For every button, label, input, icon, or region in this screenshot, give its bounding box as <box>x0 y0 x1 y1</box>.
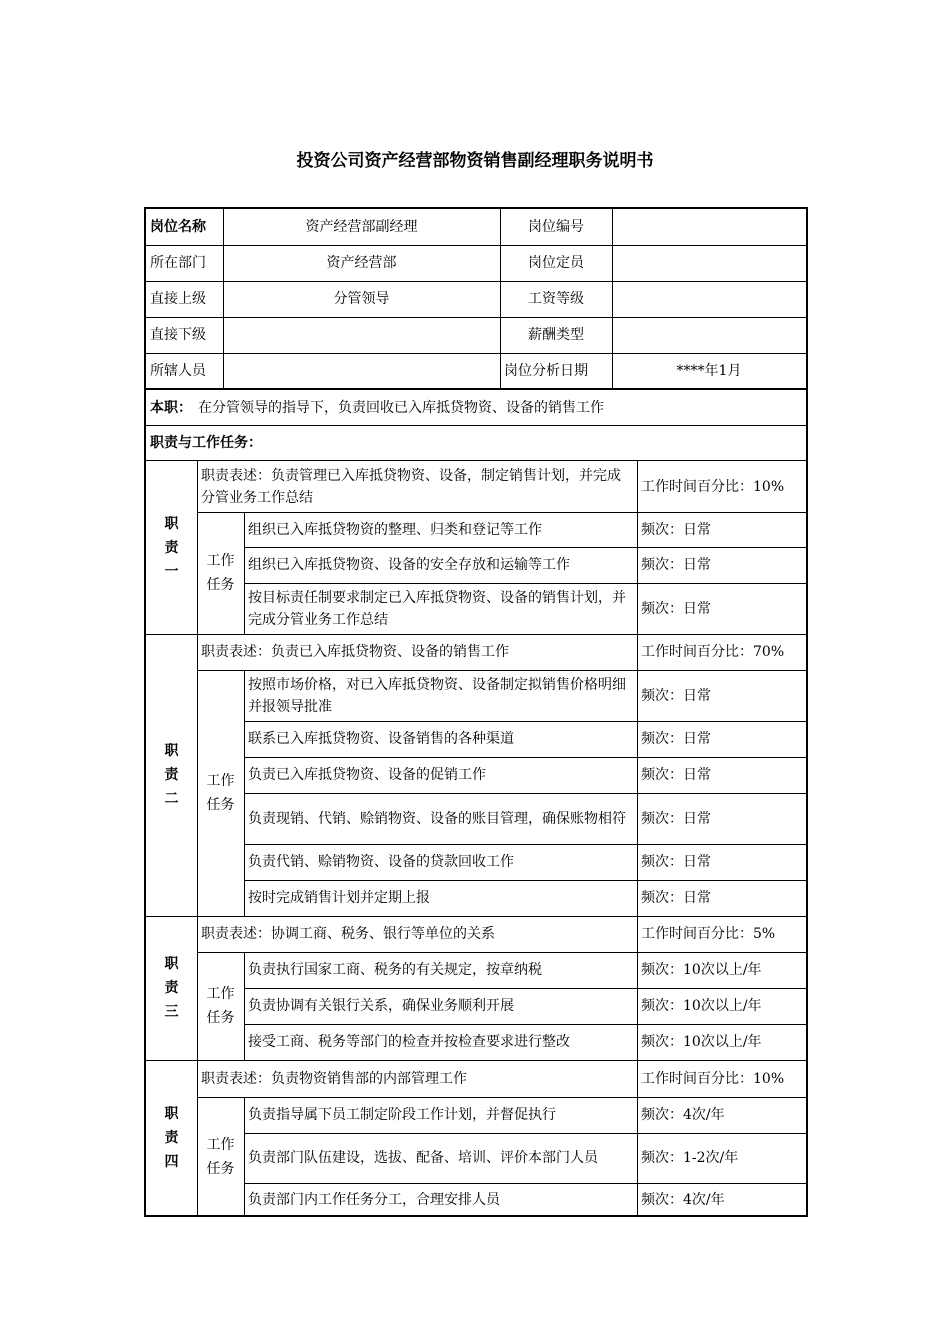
task-item: 负责指导属下员工制定阶段工作计划，并督促执行 <box>248 1107 556 1123</box>
duty-label-char: 三 <box>164 1004 179 1020</box>
task-item: 负责代销、赊销物资、设备的贷款回收工作 <box>248 854 514 870</box>
duty-label-char: 职 <box>164 1106 179 1122</box>
info-row-divider <box>146 281 806 282</box>
position-no-label: 岗位编号 <box>528 219 584 235</box>
page-title: 投资公司资产经营部物资销售副经理职务说明书 <box>296 151 654 171</box>
duty-2-label <box>146 634 197 916</box>
core-duty-label: 本职： <box>150 399 192 416</box>
task-frequency: 频次：日常 <box>641 767 711 783</box>
info-col-divider <box>612 209 613 389</box>
task-item: 按照市场价格，对已入库抵贷物资、设备制定拟销售价格明细并报领导批准 <box>248 676 626 715</box>
task-label <box>197 512 244 634</box>
duty-1-label <box>146 461 197 634</box>
duty-3-description: 职责表述：协调工商、税务、银行等单位的关系 <box>201 926 495 942</box>
duty-label-char: 责 <box>164 1130 179 1146</box>
pay-type-label: 薪酬类型 <box>528 327 584 343</box>
task-item: 负责现销、代销、赊销物资、设备的账目管理，确保账物相符 <box>248 810 626 827</box>
info-row-divider <box>146 245 806 246</box>
job-description-table <box>144 207 808 1217</box>
task-frequency: 频次：日常 <box>641 890 711 906</box>
task-frequency: 频次：日常 <box>641 854 711 870</box>
task-label-part: 任务 <box>206 1160 235 1177</box>
core-duty-row <box>146 390 806 425</box>
task-label <box>197 1097 244 1216</box>
analysis-date-value: ****年1月 <box>676 363 742 379</box>
task-frequency: 频次：日常 <box>641 810 711 827</box>
position-no-value <box>612 209 806 245</box>
info-col-divider <box>223 209 224 389</box>
task-label <box>197 952 244 1060</box>
analysis-date-label: 岗位分析日期 <box>504 363 588 379</box>
task-label <box>197 670 244 916</box>
task-frequency: 频次：10次以上/年 <box>641 1034 762 1050</box>
duty-4-description: 职责表述：负责物资销售部的内部管理工作 <box>201 1070 467 1087</box>
quota-value <box>612 245 806 281</box>
frequency-col-divider <box>637 916 638 1060</box>
task-frequency: 频次：10次以上/年 <box>641 962 762 978</box>
staff-value <box>223 353 500 389</box>
task-item: 负责部门内工作任务分工，合理安排人员 <box>248 1191 500 1208</box>
salary-grade-value <box>612 281 806 317</box>
task-frequency: 频次：日常 <box>641 521 711 538</box>
duty-4-label <box>146 1060 197 1216</box>
salary-grade-label: 工资等级 <box>528 291 584 307</box>
duty-label-char: 四 <box>164 1154 179 1170</box>
task-label-part: 工作 <box>206 986 235 1002</box>
duty-4-time-percent: 工作时间百分比：10% <box>641 1070 785 1087</box>
pay-type-value <box>612 317 806 353</box>
duty-label-char: 责 <box>164 767 179 783</box>
info-row-divider <box>146 317 806 318</box>
task-item: 接受工商、税务等部门的检查并按检查要求进行整改 <box>248 1034 570 1050</box>
superior-label: 直接上级 <box>150 291 206 307</box>
task-frequency: 频次：4次/年 <box>641 1191 725 1208</box>
task-frequency: 频次：日常 <box>641 557 711 573</box>
dept-label: 所在部门 <box>150 255 206 271</box>
duty-label-char: 职 <box>164 515 179 532</box>
task-frequency: 频次：4次/年 <box>641 1107 725 1123</box>
task-frequency: 频次：日常 <box>641 687 711 704</box>
position-name-label: 岗位名称 <box>150 219 206 235</box>
quota-label: 岗位定员 <box>528 255 584 271</box>
task-frequency: 频次：10次以上/年 <box>641 998 762 1014</box>
task-item: 按目标责任制要求制定已入库抵贷物资、设备的销售计划，并完成分管业务工作总结 <box>248 589 626 628</box>
task-item: 负责部门队伍建设，选拔、配备、培训、评价本部门人员 <box>248 1150 598 1166</box>
frequency-col-divider <box>637 461 638 634</box>
task-item: 组织已入库抵贷物资、设备的安全存放和运输等工作 <box>248 557 570 573</box>
task-item: 按时完成销售计划并定期上报 <box>248 890 430 906</box>
duty-label-char: 职 <box>164 956 179 972</box>
task-item: 负责执行国家工商、税务的有关规定，按章纳税 <box>248 962 542 978</box>
duty-3-label <box>146 916 197 1060</box>
duty-label-char: 职 <box>164 743 179 759</box>
info-row-divider <box>146 353 806 354</box>
duty-label-char: 二 <box>164 791 179 807</box>
superior-value: 分管领导 <box>333 291 390 307</box>
info-col-divider <box>500 209 501 389</box>
subordinate-value <box>223 317 500 353</box>
task-label-part: 任务 <box>206 577 235 593</box>
task-item: 联系已入库抵贷物资、设备销售的各种渠道 <box>248 731 514 747</box>
task-item: 负责协调有关银行关系，确保业务顺利开展 <box>248 998 514 1014</box>
task-item: 负责已入库抵贷物资、设备的促销工作 <box>248 767 486 783</box>
task-item: 组织已入库抵贷物资的整理、归类和登记等工作 <box>248 521 542 538</box>
staff-label: 所辖人员 <box>150 363 206 379</box>
duty-2-time-percent: 工作时间百分比：70% <box>641 644 785 660</box>
task-label-part: 任务 <box>206 797 235 813</box>
task-label-part: 工作 <box>206 1136 235 1153</box>
task-label-part: 工作 <box>206 773 235 789</box>
task-frequency: 频次：日常 <box>641 731 711 747</box>
duty-1-description: 职责表述：负责管理已入库抵贷物资、设备，制定销售计划，并完成分管业务工作总结 <box>201 467 621 506</box>
duty-label-char: 一 <box>164 563 179 580</box>
duties-header: 职责与工作任务： <box>150 435 262 451</box>
position-name-value: 资产经营部副经理 <box>305 219 418 235</box>
task-frequency: 频次：1-2次/年 <box>641 1150 739 1166</box>
frequency-col-divider <box>637 634 638 916</box>
duty-label-char: 责 <box>164 539 179 556</box>
task-frequency: 频次：日常 <box>641 600 711 617</box>
subordinate-label: 直接下级 <box>150 327 206 343</box>
frequency-col-divider <box>637 1060 638 1216</box>
duty-3-time-percent: 工作时间百分比：5% <box>641 926 776 942</box>
dept-value: 资产经营部 <box>326 255 397 271</box>
task-label-part: 工作 <box>206 553 235 569</box>
duty-1-time-percent: 工作时间百分比：10% <box>641 478 785 495</box>
duty-2-description: 职责表述：负责已入库抵贷物资、设备的销售工作 <box>201 644 509 660</box>
duty-label-char: 责 <box>164 980 179 996</box>
core-duty-text: 在分管领导的指导下，负责回收已入库抵贷物资、设备的销售工作 <box>198 399 604 416</box>
task-label-part: 任务 <box>206 1010 235 1026</box>
